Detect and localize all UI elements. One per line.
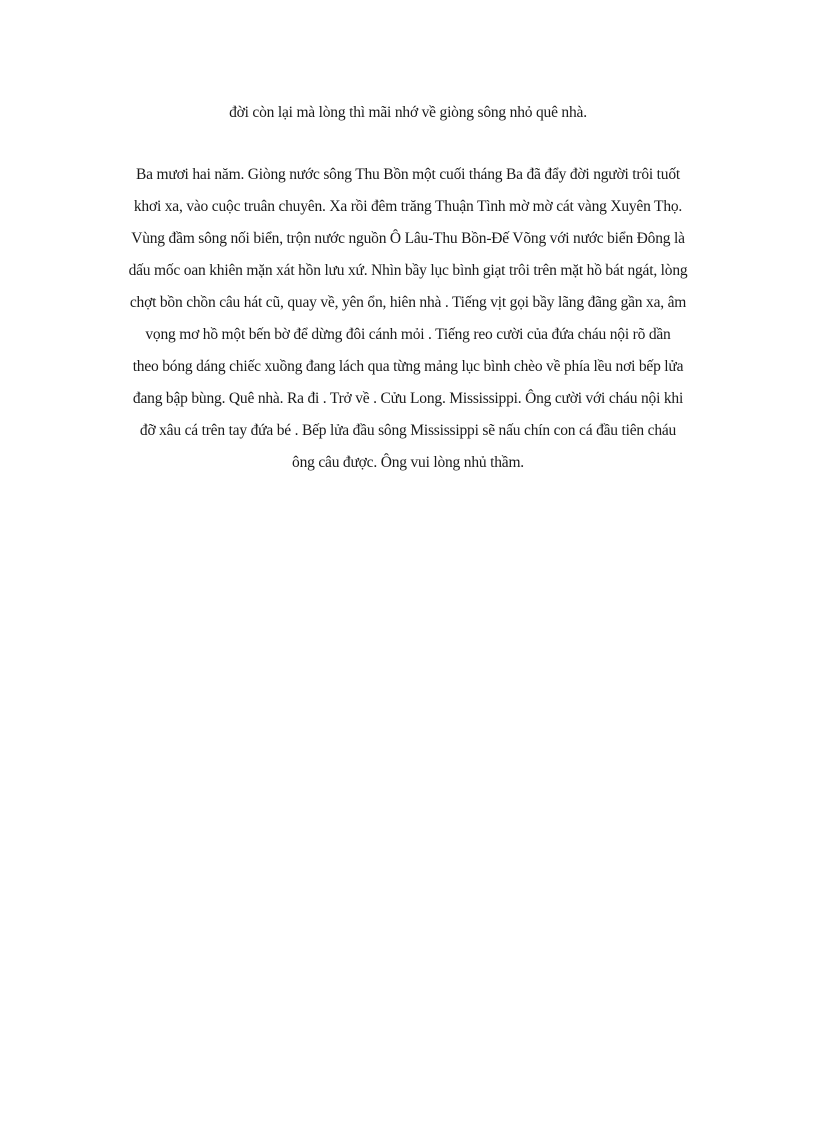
paragraph-line: Ba mươi hai năm. Giòng nước sông Thu Bồn một cuối tháng Ba đã đẩy đời người trôi tuốt xyxy=(136,166,680,183)
paragraph-line: vọng mơ hồ một bến bờ để dừng đôi cánh mỏi . Tiếng reo cười của đứa cháu nội rõ dần xyxy=(145,326,671,343)
paragraph-line: khơi xa, vào cuộc truân chuyên. Xa rồi đêm trăng Thuận Tình mờ mờ cát vàng Xuyên Thọ. xyxy=(133,198,683,215)
paragraph-line: dấu mốc oan khiên mặn xát hồn lưu xứ. Nhìn bầy lục bình giạt trôi trên mặt hồ bát ngát, lòng xyxy=(128,262,688,279)
intro-line: đời còn lại mà lòng thì mãi nhớ về giòng sông nhỏ quê nhà. xyxy=(229,104,587,121)
paragraph-line: theo bóng dáng chiếc xuồng đang lách qua từng mảng lục bình chèo về phía lều nơi bếp lửa xyxy=(132,358,684,375)
paragraph-line: Vùng đầm sông nối biển, trộn nước nguồn Ô Lâu-Thu Bồn-Đế Võng với nước biển Đông là xyxy=(131,230,685,247)
paragraph-line: ông câu được. Ông vui lòng nhủ thầm. xyxy=(292,454,524,471)
paragraph-line: đang bập bùng. Quê nhà. Ra đi . Trở về . Cửu Long. Mississippi. Ông cười với cháu nội khi xyxy=(132,390,684,407)
paragraph-line: chợt bồn chồn câu hát cũ, quay về, yên ổn, hiên nhà . Tiếng vịt gọi bầy lãng đãng gần xa, âm xyxy=(129,294,687,311)
paragraph-line: đỡ xâu cá trên tay đứa bé . Bếp lửa đầu sông Mississippi sẽ nấu chín con cá đầu tiên cháu xyxy=(139,422,677,439)
